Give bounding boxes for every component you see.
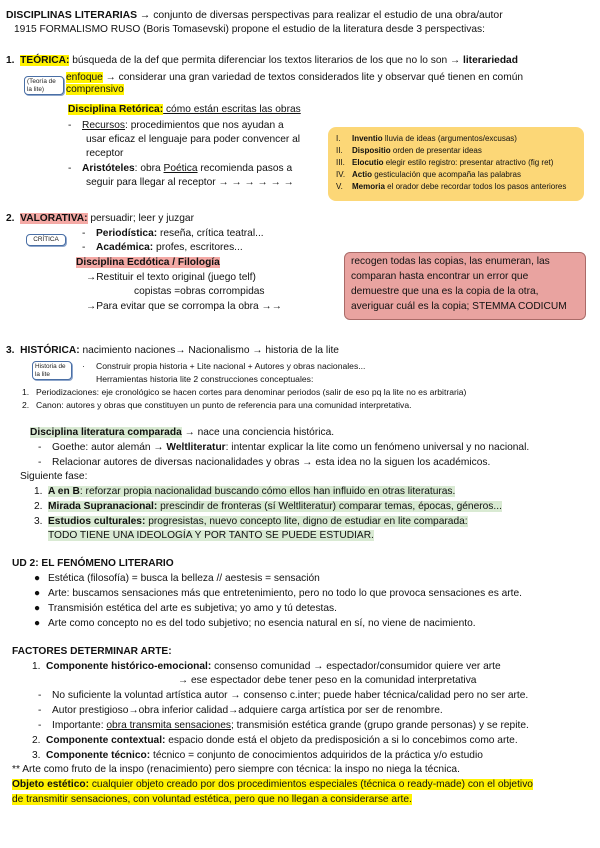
- fase-3-term: Estudios culturales:: [48, 516, 146, 527]
- goethe-text: Goethe: autor alemán →: [52, 442, 167, 453]
- step-text: el orador debe recordar todos los pasos anteriores: [384, 182, 567, 191]
- section-historica-heading: [6, 345, 339, 357]
- componente-2-text: espacio donde está el objeto da predisposición a si lo concebimos como arte.: [165, 735, 518, 746]
- componente-number: 1.: [32, 661, 41, 672]
- objeto-text-2: de transmitir sensaciones, con voluntad estética, pero que no llegan a considerarse arte.: [12, 794, 412, 805]
- stemma-line: averiguar cuál es la copia; STEMMA CODICUM: [351, 301, 567, 312]
- section-teorica-heading: [6, 55, 518, 67]
- step-text: orden de presentar ideas: [390, 146, 482, 155]
- recursos-line2: usar eficaz el lenguaje para poder convencer al: [86, 134, 301, 145]
- fase-2-term: Mirada Supranacional:: [48, 501, 158, 512]
- step-name: Inventio: [352, 134, 383, 143]
- section-number: 1.: [6, 55, 15, 66]
- fase-3-line2: [48, 530, 374, 542]
- detail-text: No suficiente la voluntad artística autor → consenso c.inter; puede haber técnica/calidad pero no ser arte.: [52, 690, 529, 701]
- periodistica-term: Periodística:: [96, 228, 158, 239]
- objeto-term: Objeto estético:: [12, 779, 89, 790]
- componente-1-detail: - Importante: obra transmita sensaciones; transmisión estética grande (grupo grande personas) y se repite.: [38, 720, 529, 731]
- componente-1: [32, 661, 501, 673]
- section-text: nacimiento naciones→ Nacionalismo → historia de la lite: [79, 345, 339, 356]
- section-name: VALORATIVA:: [20, 213, 88, 224]
- periodistica-item: - Periodística: reseña, crítica teatral...: [82, 228, 264, 239]
- detail-text-2: ; transmisión estética grande (grupo grande personas) y se repite.: [230, 720, 529, 731]
- ecdotica-point-1: →Restituir el texto original (juego telf): [86, 272, 256, 283]
- step-text: gesticulación que acompaña las palabras: [372, 170, 521, 179]
- section-text: búsqueda de la def que permita diferenciar los textos literarios de los que no lo son →: [69, 55, 464, 66]
- enfoque-line: [66, 72, 523, 84]
- detail-text: Autor prestigioso→obra inferior calidad→adquiere carga artística por ser de renombre.: [52, 705, 443, 716]
- section-valorativa-heading: [6, 213, 194, 225]
- detail-underlined: obra transmita sensaciones: [106, 720, 231, 731]
- fase-3-text: progresistas, nuevo concepto lite, digno de estudiar en lite comparada:: [145, 516, 468, 527]
- critica-tag: CRÍTICA: [26, 234, 66, 246]
- comprensivo-term: comprensivo: [66, 84, 124, 95]
- fase-2: 2. Mirada Supranacional: prescindir de fronteras (sí Weltliteratur) comparar temas, épocas, géneros...: [34, 501, 502, 512]
- componente-2-term: Componente contextual:: [46, 735, 166, 746]
- stemma-line: comparan hasta encontrar un error que: [351, 271, 529, 282]
- step-number: I.: [336, 134, 341, 143]
- tag-line: (Teoría de: [27, 78, 56, 85]
- componente-1-detail: - Autor prestigioso→obra inferior calidad→adquiere carga artística por ser de renombre.: [38, 705, 443, 716]
- periodistica-text: reseña, crítica teatral...: [157, 228, 264, 239]
- fase-1-term: A en B: [48, 486, 80, 497]
- step-item: [336, 158, 553, 168]
- title-line: [6, 10, 503, 22]
- literariedad-term: literariedad: [463, 55, 518, 66]
- ud2-title: UD 2: EL FENÓMENO LITERARIO: [12, 558, 174, 569]
- componente-2: [32, 735, 518, 747]
- disciplina-label: Disciplina Retórica:: [68, 104, 164, 115]
- step-name: Actio: [352, 170, 372, 179]
- arte-note: ** Arte como fruto de la inspo (renacimiento) pero siempre con técnica: la inspo no niega la técnica.: [12, 764, 460, 775]
- construir-line: · Construir propia historia + Lite nacional + Autores y obras nacionales...: [82, 361, 366, 371]
- step-name: Memoria: [352, 182, 385, 191]
- tag-line: la lite: [35, 370, 50, 378]
- herramientas-line: Herramientas historia lite 2 construcciones conceptuales:: [96, 374, 314, 384]
- ideologia-text: TODO TIENE UNA IDEOLOGÍA Y POR TANTO SE PUEDE ESTUDIAR.: [48, 530, 374, 541]
- componente-3-text: técnico = conjunto de conocimientos adquiridos de la práctica y/o estudio: [150, 750, 483, 761]
- canon-item: 2. Canon: autores y obras que constituyen un punto de referencia para una comunidad interpretativa.: [22, 400, 412, 410]
- weltliteratur-term: Weltliteratur: [166, 442, 226, 453]
- enfoque-text: → considerar una gran variedad de textos considerados lite y observar qué tienen en común: [102, 72, 524, 83]
- tag-line: la lite): [27, 85, 45, 93]
- relacionar-text: Relacionar autores de diversas nacionalidades y obras → esta idea no la siguen los académicos.: [52, 457, 491, 468]
- ecdotica-label: Disciplina Ecdótica / Filología: [76, 257, 220, 268]
- componente-number: 2.: [32, 735, 41, 746]
- componente-1-line2: → ese espectador debe tener peso en la comunidad interpretativa: [178, 675, 477, 686]
- construir-text: Construir propia historia + Lite nacional + Autores y obras nacionales...: [96, 361, 366, 371]
- aristoteles-term: Aristóteles: [82, 163, 135, 174]
- relacionar-item: - Relacionar autores de diversas nacionalidades y obras → esta idea no la siguen los académicos.: [38, 457, 491, 468]
- ud2-heading: [12, 558, 174, 570]
- factores-title: FACTORES DETERMINAR ARTE:: [12, 646, 172, 657]
- comparada-label: Disciplina literatura comparada: [30, 427, 182, 438]
- title-description: → conjunto de diversas perspectivas para realizar el estudio de una obra/autor: [137, 10, 503, 21]
- aristoteles-line2: seguir para llegar al receptor → → → → → →: [86, 177, 294, 188]
- fase-3: 3. Estudios culturales: progresistas, nuevo concepto lite, digno de estudiar en lite comparada:: [34, 516, 468, 527]
- aristoteles-text-2: recomienda pasos a: [197, 163, 293, 174]
- literatura-comparada: [30, 427, 334, 439]
- ud2-item-text: Transmisión estética del arte es subjetiva; yo amo y tú detestas.: [48, 603, 337, 614]
- siguiente-fase: Siguiente fase:: [20, 471, 88, 482]
- step-number: II.: [336, 146, 343, 155]
- disciplina-retorica: [68, 104, 301, 116]
- periodizaciones-text: Periodizaciones: eje cronológico se hacen cortes para denominar periodos (salir de eso pq la lite no es arbitraria): [36, 387, 467, 397]
- poetica-term: Poética: [163, 163, 198, 174]
- recursos-line3: receptor: [86, 148, 124, 159]
- componente-1-term: Componente histórico-emocional:: [46, 661, 212, 672]
- step-number: III.: [336, 158, 345, 167]
- ud2-item: ● Estética (filosofía) = busca la belleza // aestesis = sensación: [34, 573, 320, 584]
- factores-heading: [12, 646, 172, 658]
- recursos-text: : procedimientos que nos ayudan a: [125, 120, 284, 131]
- section-number: 3.: [6, 345, 15, 356]
- section-name: HISTÓRICA:: [20, 345, 80, 356]
- fase-1: 1. A en B: reforzar propia nacionalidad buscando cómo ellos han influido en otras literaturas.: [34, 486, 456, 497]
- stemma-line: demuestre que una es la copia de la otra,: [351, 286, 539, 297]
- section-name: TEÓRICA:: [20, 55, 70, 66]
- componente-1-text: consenso comunidad → espectador/consumidor quiere ver arte: [211, 661, 501, 672]
- academica-text: profes, escritores...: [153, 242, 243, 253]
- step-number: V.: [336, 182, 343, 191]
- objeto-estetico: [12, 779, 533, 791]
- step-name: Dispositio: [352, 146, 391, 155]
- objeto-text: cualquier objeto creado por dos procedimientos especiales (técnica o ready-made) con el objetivo: [88, 779, 533, 790]
- step-text: lluvia de ideas (argumentos/excusas): [382, 134, 517, 143]
- ud2-item-text: Arte: buscamos sensaciones más que entretenimiento, pero no todo lo que provoca sensaciones es arte.: [48, 588, 522, 599]
- componente-number: 3.: [32, 750, 41, 761]
- section-text: persuadir; leer y juzgar: [87, 213, 194, 224]
- goethe-text-2: : intentar explicar la lite como un fenómeno universal y no nacional.: [225, 442, 530, 453]
- section-number: 2.: [6, 213, 15, 224]
- goethe-item: - Goethe: autor alemán → Weltliteratur: intentar explicar la lite como un fenómeno universal y no nacional.: [38, 442, 530, 453]
- detail-text: Importante:: [52, 720, 107, 731]
- periodizaciones-item: 1. Periodizaciones: eje cronológico se hacen cortes para denominar periodos (salir de eso pq la lite no es arbitraria): [22, 387, 467, 397]
- step-text: elegir estilo registro: presentar atractivo (fig ret): [383, 158, 554, 167]
- tag-line: Historia de: [35, 363, 66, 370]
- aristoteles-text: : obra: [134, 163, 164, 174]
- comprensivo-line: [66, 84, 124, 96]
- recursos-item: - Recursos: procedimientos que nos ayudan a: [68, 120, 284, 131]
- step-item: [336, 134, 517, 144]
- intro-line: 1915 FORMALISMO RUSO (Boris Tomasevski) propone el estudio de la literatura desde 3 perspectivas:: [14, 24, 485, 35]
- ud2-item: ● Transmisión estética del arte es subjetiva; yo amo y tú detestas.: [34, 603, 337, 614]
- ecdotica-point-3: →Para evitar que se corrompa la obra →→: [86, 301, 282, 312]
- step-number: IV.: [336, 170, 346, 179]
- stemma-line: recogen todas las copias, las enumeran, las: [351, 256, 550, 267]
- ud2-item-text: Estética (filosofía) = busca la belleza // aestesis = sensación: [48, 573, 320, 584]
- ud2-item: ● Arte como concepto no es del todo subjetivo; no esencia natural en sí, no viene de nacimiento.: [34, 618, 476, 629]
- fase-2-text: prescindir de fronteras (sí Weltliteratur) comparar temas, épocas, géneros...: [157, 501, 502, 512]
- componente-1-detail: - No suficiente la voluntad artística autor → consenso c.inter; puede haber técnica/calidad pero no ser arte.: [38, 690, 529, 701]
- objeto-estetico-line2: [12, 794, 412, 806]
- comparada-text: → nace una conciencia histórica.: [181, 427, 335, 438]
- academica-item: - Académica: profes, escritores...: [82, 242, 243, 253]
- step-item: [336, 170, 521, 180]
- disciplina-ecdotica: [76, 257, 220, 269]
- aristoteles-item: - Aristóteles: obra Poética recomienda pasos a: [68, 163, 293, 174]
- academica-term: Académica:: [96, 242, 154, 253]
- step-name: Elocutio: [352, 158, 384, 167]
- enfoque-term: enfoque: [66, 72, 103, 83]
- historia-tag: [32, 361, 72, 380]
- componente-3: [32, 750, 483, 762]
- recursos-term: Recursos: [82, 120, 126, 131]
- componente-3-term: Componente técnico:: [46, 750, 151, 761]
- ecdotica-point-2: copistas =obras corrompidas: [134, 286, 265, 297]
- page-title: DISCIPLINAS LITERARIAS: [6, 10, 138, 21]
- disciplina-text: cómo están escritas las obras: [163, 104, 301, 115]
- step-item: [336, 182, 566, 192]
- teoria-tag: [24, 76, 64, 95]
- canon-text: Canon: autores y obras que constituyen un punto de referencia para una comunidad interpretativa.: [36, 400, 412, 410]
- ud2-item-text: Arte como concepto no es del todo subjetivo; no esencia natural en sí, no viene de nacimiento.: [48, 618, 476, 629]
- step-item: [336, 146, 482, 156]
- ud2-item: ● Arte: buscamos sensaciones más que entretenimiento, pero no todo lo que provoca sensaciones es arte.: [34, 588, 522, 599]
- fase-1-text: : reforzar propia nacionalidad buscando cómo ellos han influido en otras literaturas.: [79, 486, 456, 497]
